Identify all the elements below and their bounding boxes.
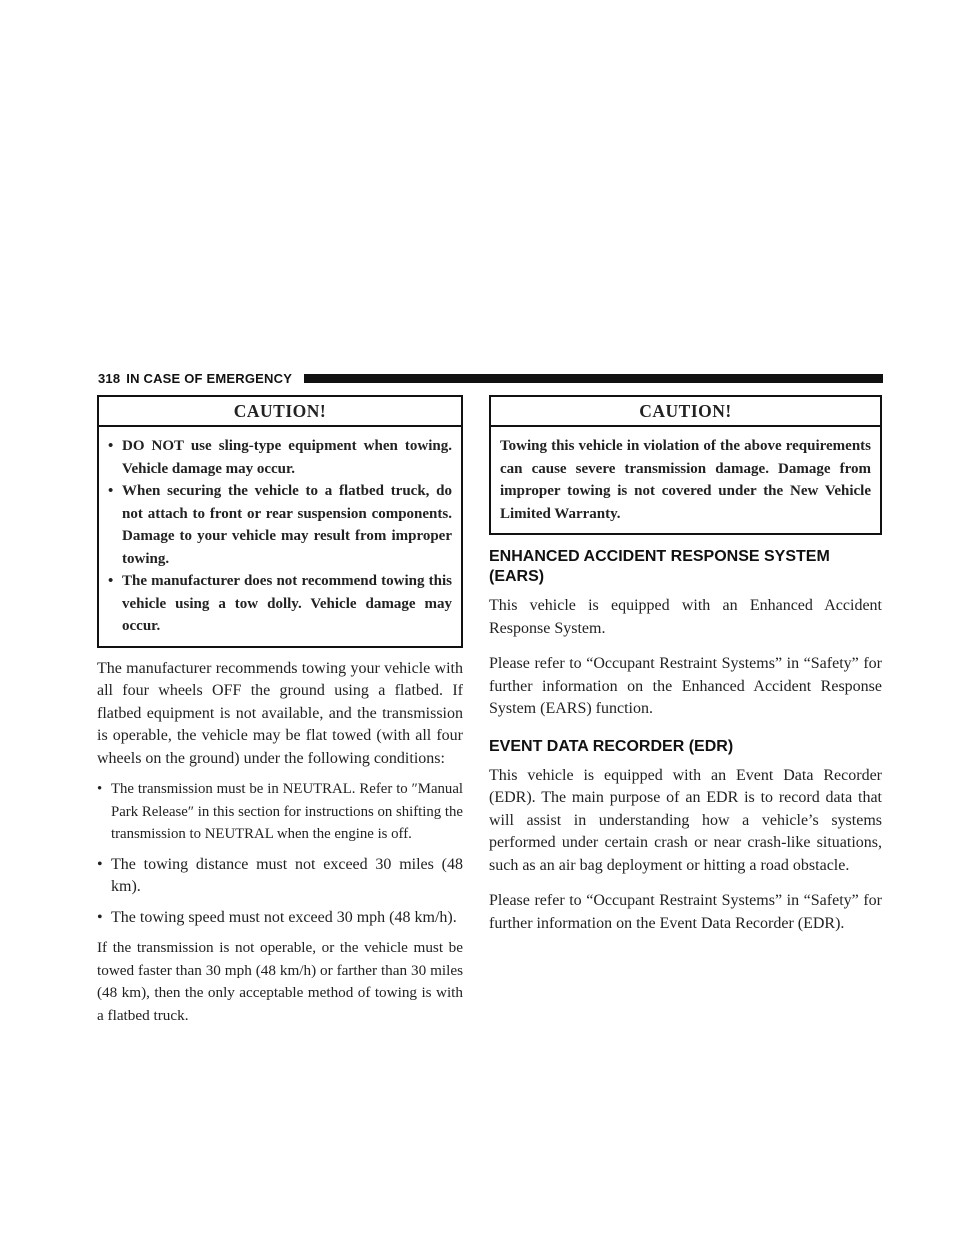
caution-box-towing-equipment [97, 395, 463, 648]
caution-body [99, 427, 461, 646]
condition-item: • The towing distance must not exceed 30 miles (48 km). [97, 854, 463, 899]
edr-heading: EVENT DATA RECORDER (EDR) [489, 737, 734, 755]
page-header [98, 370, 883, 386]
right-column [489, 395, 882, 935]
ears-paragraph-1: This vehicle is equipped with an Enhanced Accident Response System. [489, 597, 882, 637]
ears-paragraph-2: Please refer to “Occupant Restraint Systems” in “Safety” for further information on the Enhanced Accident Response System (EARS) function. [489, 655, 882, 717]
header-rule [304, 374, 883, 383]
edr-paragraph-2: Please refer to “Occupant Restraint Systems” in “Safety” for further information on the Event Data Recorder (EDR). [489, 892, 882, 932]
caution-item: • DO NOT use sling-type equipment when towing. Vehicle damage may occur. [108, 435, 452, 480]
section-title: IN CASE OF EMERGENCY [126, 370, 293, 386]
caution-item: • The manufacturer does not recommend towing this vehicle using a tow dolly. Vehicle damage may occur. [108, 570, 452, 638]
towing-closing-paragraph: If the transmission is not operable, or the vehicle must be towed faster than 30 mph (48 km/h) or farther than 30 miles (48 km), then the only acceptable method of towing is with a flatbed truck. [97, 939, 463, 1024]
condition-item: • The transmission must be in NEUTRAL. Refer to ″Manual Park Release″ in this section for instructions on shifting the transmission to NEUTRAL when the engine is off. [97, 778, 463, 846]
caution-title: CAUTION! [491, 397, 880, 427]
page-number: 318 [98, 370, 121, 386]
towing-intro-paragraph: The manufacturer recommends towing your vehicle with all four wheels OFF the ground using a flatbed. If flatbed equipment is not available, and the transmission is operable, the vehicle may be flat towed (with all four wheels on the ground) under the following conditions: [97, 659, 463, 767]
page-header-label [98, 371, 298, 386]
caution-body [491, 427, 880, 533]
caution-item: • When securing the vehicle to a flatbed truck, do not attach to front or rear suspension components. Damage to your vehicle may result from improper towing. [108, 480, 452, 570]
caution-box-warranty [489, 395, 882, 535]
ears-heading: ENHANCED ACCIDENT RESPONSE SYSTEM (EARS) [489, 548, 830, 585]
towing-conditions-list [97, 778, 463, 929]
caution-text: Towing this vehicle in violation of the above requirements can cause severe transmission damage. Damage from improper towing is not covered under the New Vehicle Limited Warranty. [500, 438, 871, 522]
left-column [97, 395, 463, 1027]
condition-item: • The towing speed must not exceed 30 mph (48 km/h). [97, 907, 463, 930]
edr-paragraph-1: This vehicle is equipped with an Event Data Recorder (EDR). The main purpose of an EDR is to record data that will assist in understanding how a vehicle’s systems performed under certain crash or near crash-like situations, such as an air bag deployment or hitting a road obstacle. [489, 766, 882, 874]
caution-title: CAUTION! [99, 397, 461, 427]
caution-list [108, 435, 452, 638]
